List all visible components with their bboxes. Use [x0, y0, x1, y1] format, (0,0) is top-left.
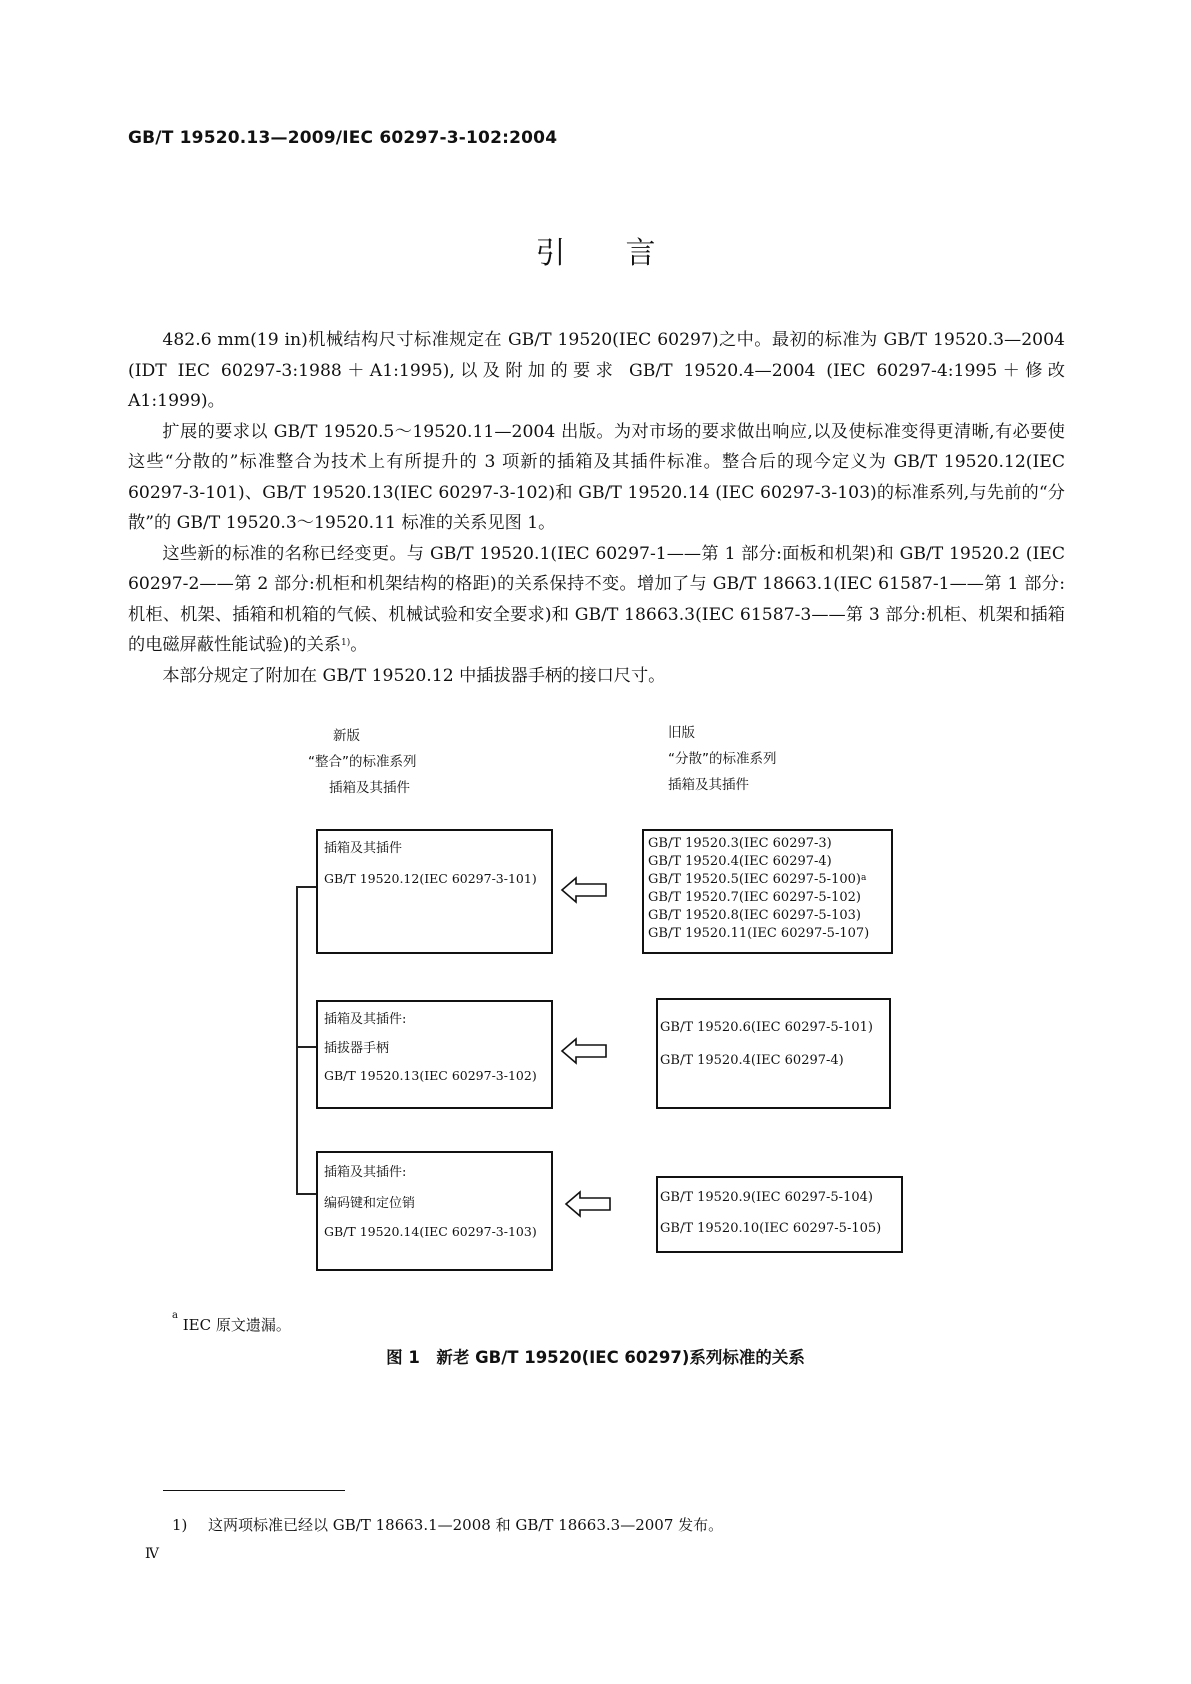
figure-note [172, 1310, 291, 1335]
omission-marker: a [860, 873, 867, 883]
old-box-group-2 [656, 998, 891, 1109]
new-heading-line: 新版 [333, 728, 360, 744]
arrow-left-icon [560, 875, 608, 905]
box-standard: GB/T 19520.13(IEC 60297-3-102) [324, 1068, 537, 1083]
new-heading-line: “整合”的标准系列 [308, 754, 417, 770]
old-standard-line: GB/T 19520.6(IEC 60297-5-101) [660, 1020, 873, 1035]
paragraph-3 [128, 539, 1065, 661]
old-standard-line: GB/T 19520.10(IEC 60297-5-105) [660, 1221, 882, 1236]
new-box-13 [316, 1000, 553, 1109]
box-subtitle: 编码键和定位销 [324, 1196, 416, 1211]
figure-caption: 图 1 新老 GB/T 19520(IEC 60297)系列标准的关系 [386, 1348, 805, 1367]
box-title: 插箱及其插件: [324, 1012, 407, 1027]
footnote-text: 这两项标准已经以 GB/T 18663.1—2008 和 GB/T 18663.3—2007 发布。 [208, 1516, 724, 1534]
connector-branch [296, 1193, 318, 1195]
section-title: 引言 [535, 236, 716, 271]
paragraph-3-end: 。 [350, 635, 368, 655]
document-header: GB/T 19520.13—2009/IEC 60297-3-102:2004 [128, 128, 558, 148]
old-heading-line: 插箱及其插件 [668, 777, 749, 793]
connector-line [296, 886, 298, 1193]
box-title: 插箱及其插件 [324, 841, 403, 856]
old-standard-line: GB/T 19520.7(IEC 60297-5-102) [648, 890, 861, 905]
old-heading-line: 旧版 [668, 725, 695, 741]
introduction-body [128, 325, 1065, 691]
box-standard: GB/T 19520.12(IEC 60297-3-101) [324, 871, 537, 886]
old-standard-line: GB/T 19520.11(IEC 60297-5-107) [648, 926, 870, 941]
old-box-group-1 [642, 829, 893, 954]
arrow-left-icon [564, 1189, 612, 1219]
old-standard-line: GB/T 19520.4(IEC 60297-4) [648, 854, 832, 869]
connector-branch [296, 886, 318, 888]
footnote-divider [163, 1490, 345, 1491]
old-heading-line: “分散”的标准系列 [668, 751, 777, 767]
paragraph-4: 本部分规定了附加在 GB/T 19520.12 中插拔器手柄的接口尺寸。 [162, 665, 666, 686]
old-standard-text: GB/T 19520.5(IEC 60297-5-100) [648, 872, 861, 887]
new-box-12 [316, 829, 553, 954]
paragraph-1: 482.6 mm(19 in)机械结构尺寸标准规定在 GB/T 19520(IEC 60297)之中。最初的标准为 GB/T 19520.3—2004 (IDT IEC 60297-3:1988＋A1:1995),以及附加的要求 GB/T 19520.4—2004 (IEC 60297-4:1995＋修改 A1:1999)。 [128, 330, 1065, 411]
footnote [172, 1514, 723, 1535]
footnote-number: 1) [172, 1516, 188, 1534]
box-title: 插箱及其插件: [324, 1165, 407, 1180]
new-heading [308, 723, 417, 801]
old-standard-line [648, 871, 887, 889]
box-subtitle: 插拔器手柄 [324, 1041, 390, 1056]
page-number: Ⅳ [145, 1546, 159, 1562]
new-box-14 [316, 1151, 553, 1271]
old-heading [668, 720, 777, 798]
old-standard-line: GB/T 19520.4(IEC 60297-4) [660, 1053, 844, 1068]
old-standard-line: GB/T 19520.3(IEC 60297-3) [648, 836, 832, 851]
footnote-ref: 1) [340, 638, 351, 648]
note-text: IEC 原文遗漏。 [182, 1316, 291, 1334]
new-heading-line: 插箱及其插件 [329, 780, 410, 796]
note-marker: a [172, 1310, 178, 1321]
connector-branch [296, 1046, 318, 1048]
paragraph-3-text: 这些新的标准的名称已经变更。与 GB/T 19520.1(IEC 60297-1——第 1 部分:面板和机架)和 GB/T 19520.2 (IEC 60297-2——第 2 部分:机柜和机架结构的格距)的关系保持不变。增加了与 GB/T 18663.1(IEC 61587-1——第 1 部分:机柜、机架、插箱和机箱的气候、机械试验和安全要求)和 GB/T 18663.3(IEC 61587-3——第 3 部分:机柜、机架和插箱的电磁屏蔽性能试验)的关系 [128, 543, 1065, 655]
box-standard: GB/T 19520.14(IEC 60297-3-103) [324, 1224, 537, 1239]
old-box-group-3 [656, 1176, 903, 1253]
old-standard-line: GB/T 19520.9(IEC 60297-5-104) [660, 1190, 873, 1205]
arrow-left-icon [560, 1036, 608, 1066]
old-standard-line: GB/T 19520.8(IEC 60297-5-103) [648, 908, 861, 923]
paragraph-2: 扩展的要求以 GB/T 19520.5～19520.11—2004 出版。为对市场的要求做出响应,以及使标准变得更清晰,有必要使这些“分散的”标准整合为技术上有所提升的 3 项新的插箱及其插件标准。整合后的现今定义为 GB/T 19520.12(IEC 60297-3-101)、GB/T 19520.13(IEC 60297-3-102)和 GB/T 19520.14 (IEC 60297-3-103)的标准系列,与先前的“分散”的 GB/T 19520.3～19520.11 标准的关系见图 1。 [128, 421, 1065, 533]
